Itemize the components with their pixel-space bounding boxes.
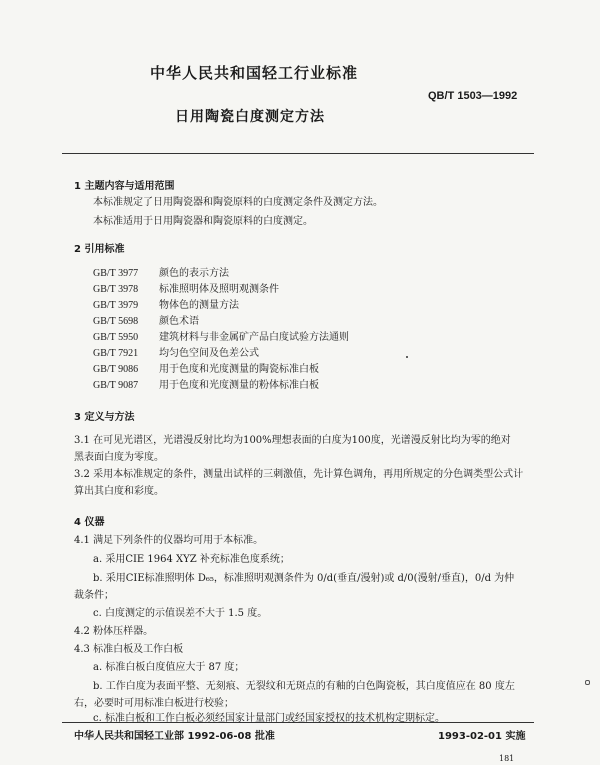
clause-4-1-c: c. 白度测定的示值误差不大于 1.5 度。 [93,608,268,619]
footer-divider [62,722,534,723]
reference-code: GB/T 7921 [93,348,139,359]
clause-4-3: 4.3 标准白板及工作白板 [74,644,184,655]
reference-item [93,283,279,297]
clause-4-2: 4.2 粉体压样器。 [74,626,154,637]
reference-code: GB/T 9086 [93,364,139,375]
reference-item [93,347,259,361]
section-1-paragraph-2: 本标准适用于日用陶瓷器和陶瓷原料的白度测定。 [93,216,313,227]
clause-3-2-line-2: 算出其白度和彩度。 [74,486,164,497]
reference-title: 建筑材料与非金属矿产品白度试验方法通则 [159,332,349,343]
reference-item [93,267,229,281]
clause-3-1-line-1: 3.1 在可见光谱区，光谱漫反射比均为100%理想表面的白度为100度，光谱漫反射比均为零的绝对 [74,435,511,446]
header-divider [62,153,534,154]
scan-speck [406,356,408,358]
reference-title: 用于色度和光度测量的粉体标准白板 [159,380,319,391]
reference-code: GB/T 9087 [93,380,139,391]
clause-4-1-b-line-2: 裁条件； [74,590,114,601]
reference-code: GB/T 3979 [93,300,139,311]
reference-title: 标准照明体及照明观测条件 [159,284,279,295]
reference-title: 颜色的表示方法 [159,268,229,279]
reference-title: 均匀色空间及色差公式 [159,348,259,359]
clause-4-3-a: a. 标准白板白度值应大于 87 度； [93,662,245,673]
reference-item [93,315,199,329]
implementation-date: 1993-02-01 实施 [438,731,526,742]
reference-item [93,331,349,345]
reference-title: 用于色度和光度测量的陶瓷标准白板 [159,364,319,375]
reference-code: GB/T 3978 [93,284,139,295]
reference-code: GB/T 5698 [93,316,139,327]
reference-title: 物体色的测量方法 [159,300,239,311]
reference-item [93,363,319,377]
reference-title: 颜色术语 [159,316,199,327]
section-3-heading: 3 定义与方法 [74,412,135,423]
clause-4-1-a: a. 采用CIE 1964 XYZ 补充标准色度系统； [93,554,290,565]
reference-item [93,379,319,393]
page-number: 181 [499,754,515,763]
clause-3-1-line-2: 黑表面白度为零度。 [74,452,164,463]
approval-line: 中华人民共和国轻工业部 1992-06-08 批准 [74,731,275,742]
standard-title: 中华人民共和国轻工行业标准 [150,64,359,82]
document-title: 日用陶瓷白度测定方法 [175,109,325,125]
clause-4-1: 4.1 满足下列条件的仪器均可用于本标准。 [74,535,264,546]
section-1-heading: 1 主题内容与适用范围 [74,181,175,192]
standard-number: QB/T 1503—1992 [428,90,518,102]
section-2-heading: 2 引用标准 [74,244,125,255]
section-4-heading: 4 仪器 [74,517,105,528]
clause-3-2-line-1: 3.2 采用本标准规定的条件，测量出试样的三刺激值，先计算色调角，再用所规定的分色调类型公式计 [74,469,524,480]
section-1-paragraph-1: 本标准规定了日用陶瓷器和陶瓷原料的白度测定条件及测定方法。 [93,197,383,208]
clause-4-3-b-line-2: 右，必要时可用标准白板进行校验； [74,698,234,709]
reference-code: GB/T 3977 [93,268,139,279]
scan-speck [585,680,590,685]
clause-4-3-b-line-1: b. 工作白度为表面平整、无刻痕、无裂纹和无斑点的有釉的白色陶瓷板，其白度值应在 80 度左 [93,681,515,692]
clause-4-1-b-line-1: b. 采用CIE标准照明体 D₆₅，标准照明观测条件为 0/d(垂直/漫射)或 d/0(漫射/垂直)，0/d 为仲 [93,573,515,584]
clause-4-3-c: c. 标准白板和工作白板必须经国家计量部门或经国家授权的技术机构定期标定。 [93,713,445,724]
reference-item [93,299,239,313]
reference-code: GB/T 5950 [93,332,139,343]
